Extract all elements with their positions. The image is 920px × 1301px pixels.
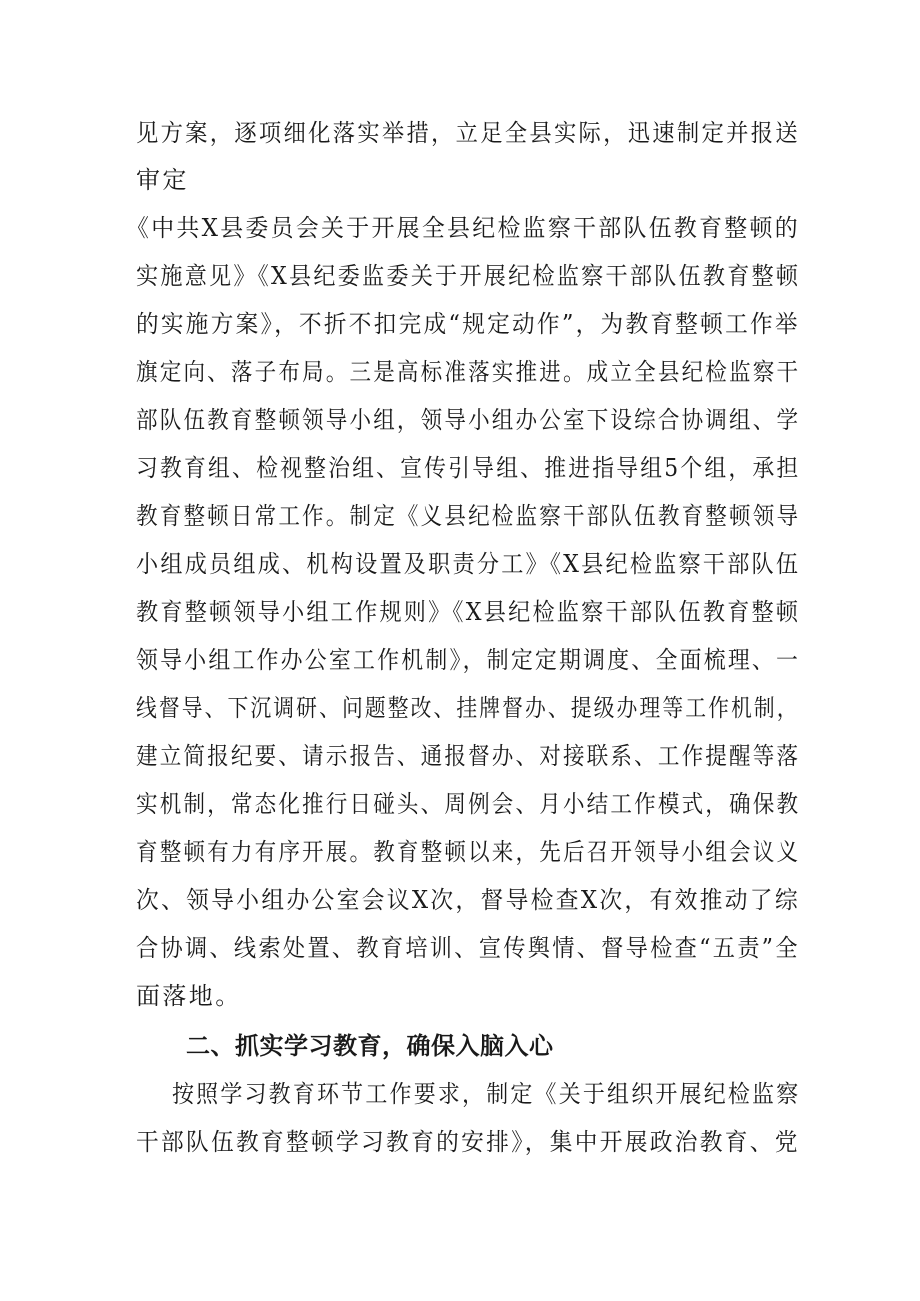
text-line-21: 干部队伍教育整顿学习教育的安排》，集中开展政治教育、党 <box>136 1128 800 1156</box>
text-line-9: 教育整顿日常工作。制定《义县纪检监察干部队伍教育整顿领导 <box>136 502 801 530</box>
text-line-6: 旗定向、落子布局。三是高标准落实推进。成立全县纪检监察干 <box>136 358 801 386</box>
text-line-11: 教育整顿领导小组工作规则》《X县纪检监察干部队伍教育整顿 <box>136 598 801 626</box>
text-line-2: 审定 <box>136 166 189 194</box>
text-line-3: 《中共X县委员会关于开展全县纪检监察干部队伍教育整顿的 <box>126 214 800 242</box>
text-line-14: 建立简报纪要、请示报告、通报督办、对接联系、工作提醒等落 <box>136 742 801 770</box>
text-line-1: 见方案，逐项细化落实举措，立足全县实际，迅速制定并报送 <box>136 119 800 147</box>
text-line-15: 实机制，常态化推行日碰头、周例会、月小结工作模式，确保教 <box>136 790 801 818</box>
text-line-20: 按照学习教育环节工作要求，制定《关于组织开展纪检监察 <box>172 1080 801 1108</box>
text-line-18: 合协调、线索处置、教育培训、宣传舆情、督导检查“五责”全 <box>136 934 800 962</box>
text-line-17: 次、领导小组办公室会议X次，督导检查X次，有效推动了综 <box>136 886 800 914</box>
text-line-5: 的实施方案》，不折不扣完成“规定动作”，为教育整顿工作举 <box>136 310 800 338</box>
text-line-4: 实施意见》《X县纪委监委关于开展纪检监察干部队伍教育整顿 <box>136 262 801 290</box>
text-line-19: 面落地。 <box>136 982 242 1010</box>
text-line-8: 习教育组、检视整治组、宣传引导组、推进指导组5个组，承担 <box>136 454 801 482</box>
text-line-10: 小组成员组成、机构设置及职责分工》《X县纪检监察干部队伍 <box>136 550 801 578</box>
text-line-13: 线督导、下沉调研、问题整改、挂牌督办、提级办理等工作机制， <box>136 694 800 722</box>
section-heading: 二、抓实学习教育，确保入脑入心 <box>186 1032 554 1060</box>
text-line-12: 领导小组工作办公室工作机制》，制定定期调度、全面梳理、一 <box>136 646 801 674</box>
text-line-7: 部队伍教育整顿领导小组，领导小组办公室下设综合协调组、学 <box>136 406 801 434</box>
text-line-16: 育整顿有力有序开展。教育整顿以来，先后召开领导小组会议义 <box>136 838 801 866</box>
